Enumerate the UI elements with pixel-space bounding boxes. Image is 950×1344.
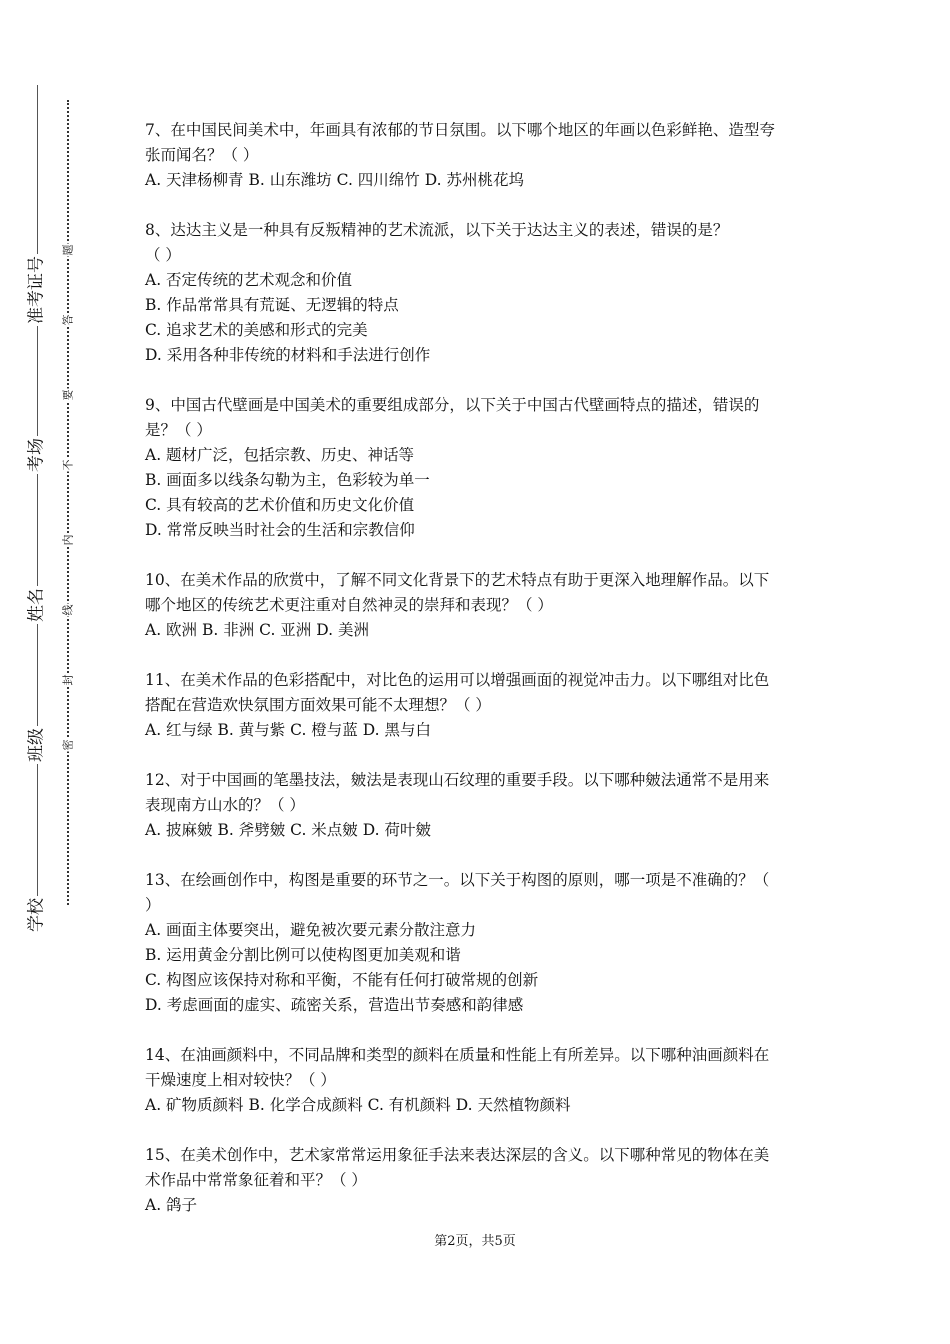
- answer-options: A. 披麻皴 B. 斧劈皴 C. 米点皴 D. 荷叶皴: [145, 821, 431, 839]
- question-text: 表现南方山水的？（ ）: [145, 796, 305, 814]
- field-exam-room: 考场: [26, 438, 47, 472]
- seal-char: 封: [61, 674, 75, 686]
- question-12: [145, 768, 817, 843]
- field-class: 班级: [26, 728, 47, 762]
- seal-char: 密: [61, 739, 75, 751]
- question-7: [145, 118, 817, 193]
- field-admission-number: 准考证号: [26, 256, 47, 324]
- question-9: [145, 393, 817, 543]
- answer-options: C. 构图应该保持对称和平衡，不能有任何打破常规的创新: [145, 971, 539, 989]
- question-text: 术作品中常常象征着和平？（ ）: [145, 1171, 367, 1189]
- answer-options: A. 矿物质颜料 B. 化学合成颜料 C. 有机颜料 D. 天然植物颜料: [145, 1096, 571, 1114]
- seal-char: 题: [61, 244, 75, 256]
- question-text: 14、在油画颜料中，不同品牌和类型的颜料在质量和性能上有所差异。以下哪种油画颜料在: [145, 1046, 770, 1064]
- question-15: [145, 1143, 817, 1218]
- answer-options: A. 鸽子: [145, 1196, 198, 1214]
- question-text: 搭配在营造欢快氛围方面效果可能不太理想？（ ）: [145, 696, 491, 714]
- question-text: 9、中国古代壁画是中国美术的重要组成部分，以下关于中国古代壁画特点的描述，错误的: [145, 396, 760, 414]
- answer-options: D. 考虑画面的虚实、疏密关系，营造出节奏感和韵律感: [145, 996, 524, 1014]
- question-text: 哪个地区的传统艺术更注重对自然神灵的崇拜和表现？（ ）: [145, 596, 553, 614]
- seal-char: 答: [61, 314, 75, 326]
- answer-options: A. 否定传统的艺术观念和价值: [145, 271, 353, 289]
- answer-options: A. 欧洲 B. 非洲 C. 亚洲 D. 美洲: [145, 621, 369, 639]
- answer-options: A. 红与绿 B. 黄与紫 C. 橙与蓝 D. 黑与白: [145, 721, 431, 739]
- question-text: 12、对于中国画的笔墨技法，皴法是表现山石纹理的重要手段。以下哪种皴法通常不是用来: [145, 771, 770, 789]
- question-text: （ ）: [145, 246, 181, 264]
- answer-options: C. 具有较高的艺术价值和历史文化价值: [145, 496, 415, 514]
- answer-options: B. 运用黄金分割比例可以使构图更加美观和谐: [145, 946, 461, 964]
- answer-options: C. 追求艺术的美感和形式的完美: [145, 321, 368, 339]
- question-13: [145, 868, 817, 1018]
- answer-options: A. 画面主体要突出，避免被次要元素分散注意力: [145, 921, 477, 939]
- seal-char: 不: [61, 459, 75, 471]
- question-text: 7、在中国民间美术中，年画具有浓郁的节日氛围。以下哪个地区的年画以色彩鲜艳、造型夸: [145, 121, 775, 139]
- question-text: 10、在美术作品的欣赏中，了解不同文化背景下的艺术特点有助于更深入地理解作品。以下: [145, 571, 770, 589]
- seal-char: 内: [61, 534, 75, 546]
- question-14: [145, 1043, 817, 1118]
- question-text: 11、在美术作品的色彩搭配中，对比色的运用可以增强画面的视觉冲击力。以下哪组对比色: [145, 671, 770, 689]
- question-text: ）: [145, 896, 161, 914]
- answer-options: D. 采用各种非传统的材料和手法进行创作: [145, 346, 431, 364]
- question-text: 13、在绘画创作中，构图是重要的环节之一。以下关于构图的原则，哪一项是不准确的？（: [145, 871, 770, 889]
- answer-options: D. 常常反映当时社会的生活和宗教信仰: [145, 521, 415, 539]
- seal-char: 线: [61, 604, 75, 616]
- question-11: [145, 668, 817, 743]
- binding-line: [37, 85, 38, 930]
- answer-options: B. 作品常常具有荒诞、无逻辑的特点: [145, 296, 399, 314]
- field-school: 学校: [26, 898, 47, 932]
- question-text: 15、在美术创作中，艺术家常常运用象征手法来表达深层的含义。以下哪种常见的物体在美: [145, 1146, 770, 1164]
- answer-options: A. 题材广泛，包括宗教、历史、神话等: [145, 446, 415, 464]
- seal-dotted-line: [67, 100, 69, 905]
- question-text: 干燥速度上相对较快？（ ）: [145, 1071, 336, 1089]
- question-10: [145, 568, 817, 643]
- answer-options: A. 天津杨柳青 B. 山东潍坊 C. 四川绵竹 D. 苏州桃花坞: [145, 171, 524, 189]
- answer-options: B. 画面多以线条勾勒为主，色彩较为单一: [145, 471, 430, 489]
- field-name: 姓名: [26, 588, 47, 622]
- question-text: 张而闻名？（ ）: [145, 146, 259, 164]
- question-8: [145, 218, 817, 368]
- page-number: 第2页，共5页: [434, 1234, 516, 1249]
- question-text: 8、达达主义是一种具有反叛精神的艺术流派，以下关于达达主义的表述，错误的是？: [145, 221, 729, 239]
- question-text: 是？（ ）: [145, 421, 212, 439]
- seal-char: 要: [61, 389, 75, 401]
- question-list: [145, 118, 817, 1243]
